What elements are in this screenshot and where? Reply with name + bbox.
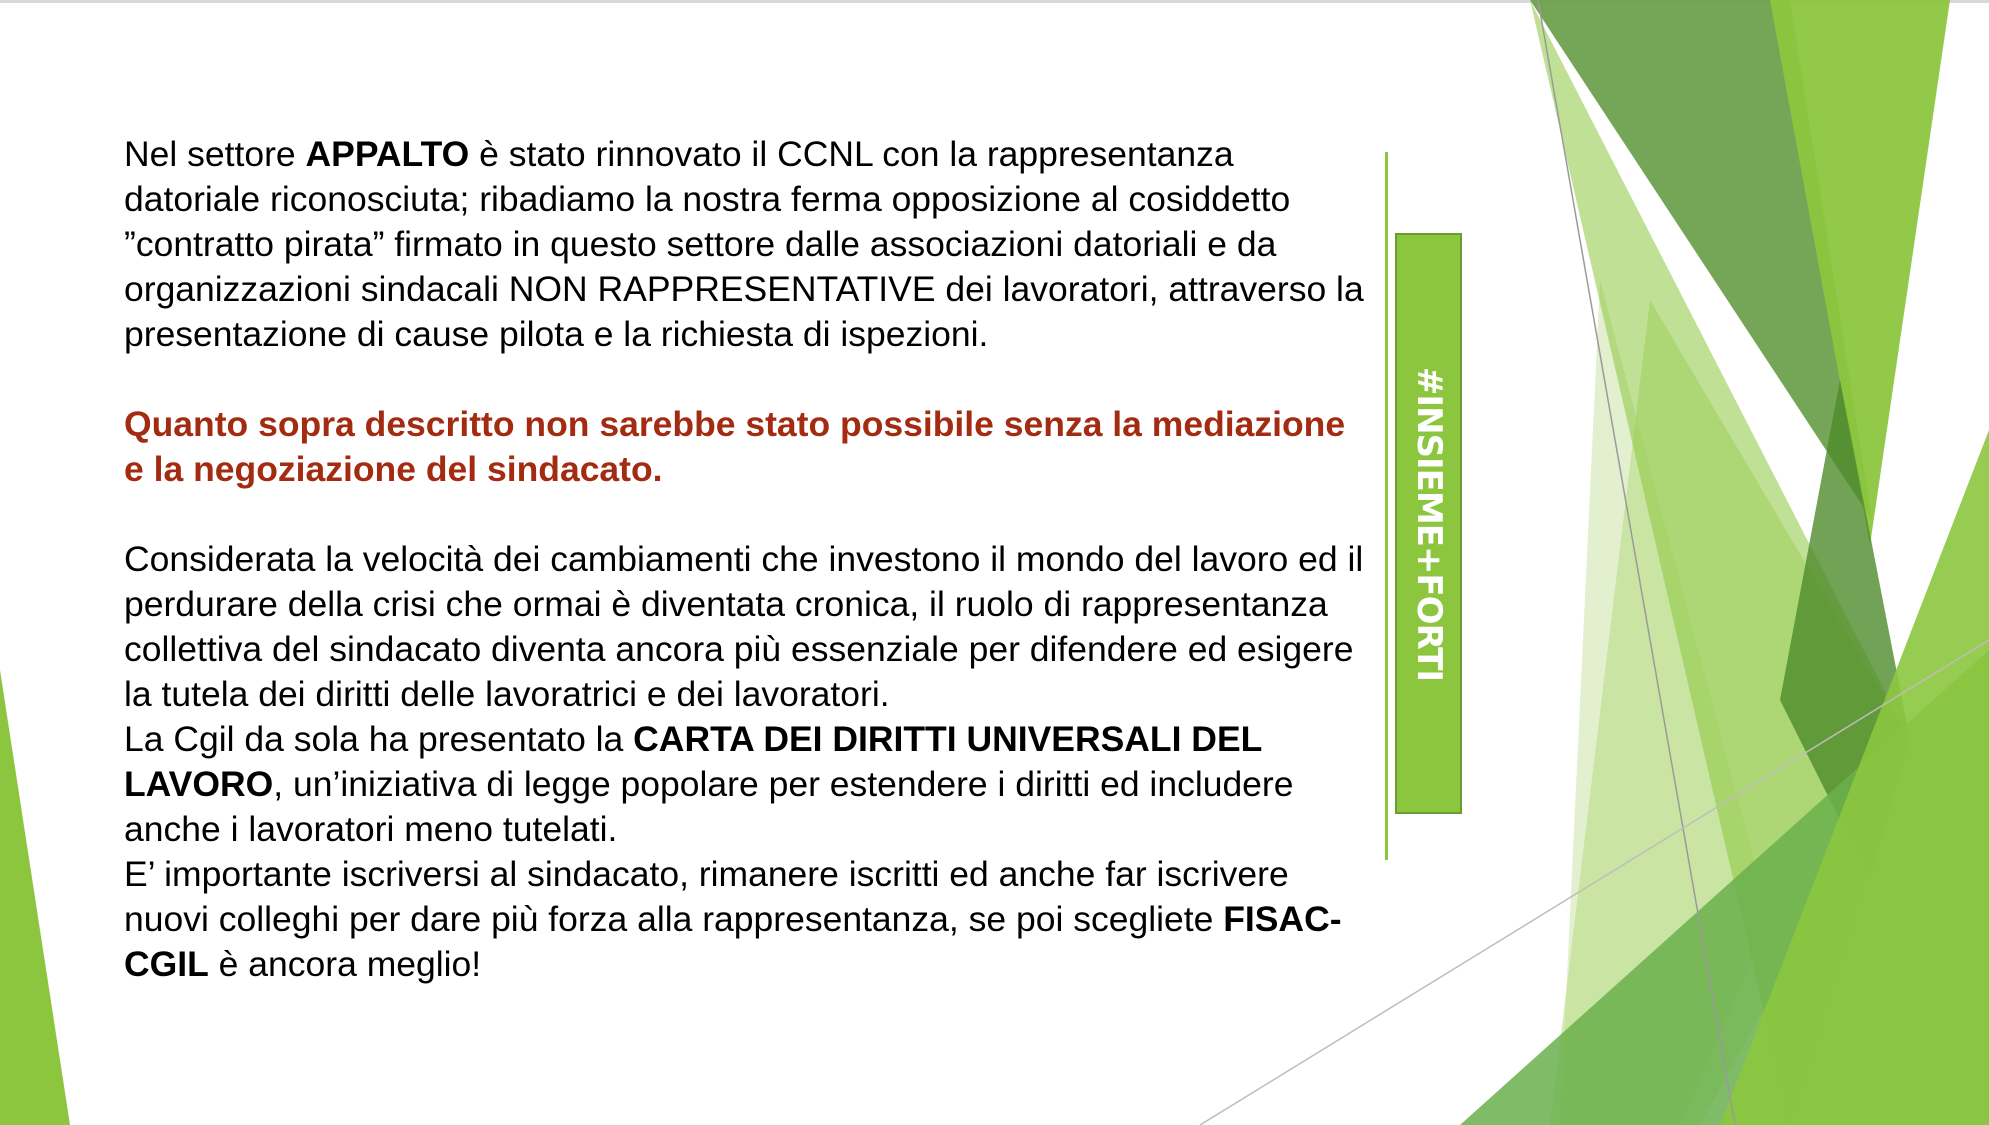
- left-green-wedge: [0, 670, 70, 1125]
- text-segment: è stato rinnovato il CCNL con la rappresentanza datoriale riconosciuta; ribadiamo la nostra ferma opposizione al cosiddetto ”contratto pirata” firmato in questo settore dalle associazioni datoriali e da organizzazioni sindacali NON RAPPRESENTATIVE dei lavoratori, attraverso la presentazione di cause pilota e la richiesta di ispezioni.: [124, 134, 1364, 354]
- paragraph-gap: [124, 357, 1374, 402]
- slide-body-text: [124, 132, 1374, 987]
- bold-text: APPALTO: [305, 134, 470, 174]
- text-segment: E’ importante iscriversi al sindacato, rimanere iscritti ed anche far iscrivere nuovi colleghi per dare più forza alla rappresentanza, se poi scegliete: [124, 854, 1289, 939]
- vertical-divider: [1385, 152, 1388, 860]
- body-paragraph: [124, 537, 1374, 717]
- body-paragraph: [124, 852, 1374, 987]
- body-paragraph: [124, 132, 1374, 357]
- text-segment: , un’iniziativa di legge popolare per estendere i diritti ed includere anche i lavoratori meno tutelati.: [124, 764, 1294, 849]
- text-segment: è ancora meglio!: [208, 944, 482, 984]
- bold-text: Quanto sopra descritto non sarebbe stato possibile senza la mediazione e la negoziazione del sindacato.: [124, 404, 1346, 489]
- hashtag-label: #INSIEME+FORTI: [1408, 366, 1449, 681]
- text-segment: Considerata la velocità dei cambiamenti che investono il mondo del lavoro ed il perdurare della crisi che ormai è diventata cronica, il ruolo di rappresentanza collettiva del sindacato diventa ancora più essenziale per difendere ed esigere la tutela dei diritti delle lavoratrici e dei lavoratori.: [124, 539, 1364, 714]
- body-paragraph: [124, 717, 1374, 852]
- text-segment: Nel settore: [124, 134, 306, 174]
- highlight-paragraph: [124, 402, 1374, 492]
- text-segment: La Cgil da sola ha presentato la: [124, 719, 634, 759]
- paragraph-gap: [124, 492, 1374, 537]
- hashtag-banner: [1395, 233, 1462, 814]
- bold-text: CARTA DEI DIRITTI UNIVERSALI DEL LAVORO: [124, 719, 1262, 804]
- bold-text: FISAC-CGIL: [124, 899, 1342, 984]
